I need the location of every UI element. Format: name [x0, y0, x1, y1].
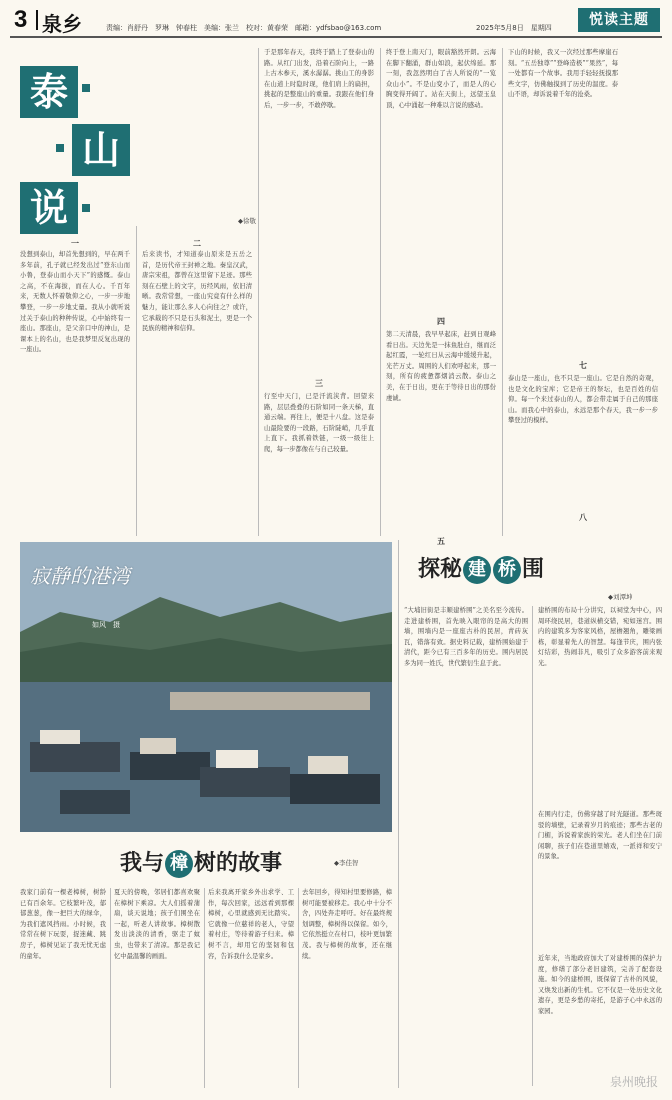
article-paragraph: “大埔旧街是丰顺建桥围”之美名至今流传。走进建桥围，首先映入眼帘的是高大的围墙，围墙内是一座座古朴的民居，青砖灰瓦，错落有致。据史料记载，建桥围始建于清代，距今已有三百多年的历史。围内居民多为同一姓氏，世代繁衍生息于此。: [404, 607, 528, 667]
title-char: 泰: [20, 66, 78, 118]
column-rule: [204, 888, 205, 1088]
newspaper-watermark: 泉州晚报: [609, 1075, 658, 1089]
column-rule: [398, 540, 399, 1088]
title-circled-char: 樟: [165, 850, 193, 878]
photo-title: 寂静的港湾: [30, 564, 130, 588]
section-label: 二: [193, 238, 201, 248]
article-paragraph: 后来我离开家乡外出求学、工作，每次回家，远远看到那棵樟树，心里就感到无比踏实。它就像一位慈祥的老人，守望着村庄，等待着游子归来。樟树不言，却用它的坚韧和包容，告诉我什么是家乡。: [208, 889, 294, 960]
title-ornament: [82, 204, 90, 212]
title-char: 山: [72, 124, 130, 176]
article-paragraph: 在围内行走，仿佛穿越了时光隧道。那些斑驳的墙壁，记录着岁月的痕迹；那些古老的门楣，诉说着家族的荣光。老人们坐在门前闲聊，孩子们在巷道里嬉戏，一派祥和安宁的景象。: [538, 811, 662, 861]
title-text: 树的故事: [194, 851, 283, 876]
article-paragraph: 终于登上南天门，眼前豁然开朗。云海在脚下翻涌，群山如浪，起伏绵延。那一刻，我忽然明白了古人所说的“一览众山小”。不是山变小了，而是人的心胸变得开阔了。站在天街上，远望玉皇顶，心中涌起一种难以言说的感动。: [386, 49, 496, 109]
article-paragraph: 后来读书，才知道泰山原来是五岳之首，是历代帝王封禅之地。秦皇汉武，唐宗宋祖，都曾在这里留下足迹。那些刻在石壁上的文字，历经风雨，依旧清晰。我常常想，一座山究竟有什么样的魅力，能让那么多人心向往之？或许，它承载的不只是石头和泥土，更是一个民族的精神和信仰。: [142, 251, 252, 333]
section-label: 三: [315, 378, 323, 388]
article-byline: ◆徐敬: [238, 217, 256, 225]
section-label: 四: [437, 316, 445, 326]
column-rule: [110, 888, 111, 1088]
article-paragraph: 建桥围的布局十分讲究，以祠堂为中心，四周环绕民居，巷道纵横交错，宛如迷宫。围内的建筑多为客家风格，屋檐翘角，雕梁画栋，彰显着先人的智慧。每逢节庆，围内张灯结彩，热闹非凡，吸引了众多游客前来观光。: [538, 607, 662, 667]
title-text: 围: [522, 557, 545, 582]
article-paragraph: 于是那年春天，我终于踏上了登泰山的路。从红门出发，沿着石阶向上，一路上古木参天，溪水潺潺。挑山工的身影在山道上时隐时现，他们肩上的扁担，挑起的是整座山的重量。我跟在他们身后，一步一步，不敢停歇。: [264, 49, 374, 109]
title-char: 说: [20, 182, 78, 234]
publish-date: 2025年5月8日 星期四: [476, 24, 552, 32]
section-label: 八: [579, 512, 587, 522]
editor-credits: 责编：肖舒丹 罗琳 钟春柱 美编：张兰 校对：黄春荣 邮箱：ydfsbao@163.com: [106, 24, 382, 32]
article-paragraph: 我家门前有一棵老樟树，树龄已有百余年。它枝繁叶茂，郁郁葱葱，像一把巨大的绿伞，为我们遮风挡雨。小时候，我常常在树下玩耍，捉迷藏、跳房子，樟树见证了我无忧无虑的童年。: [20, 889, 106, 960]
article-paragraph: 泰山是一座山，也不只是一座山。它是自然的奇观，也是文化的宝库；它是帝王的祭坛，也是百姓的信仰。每一个来过泰山的人，都会带走属于自己的那座山。而我心中的泰山，永远是那个春天，我一步一步攀登过的模样。: [508, 375, 658, 425]
article-paragraph: 夏天的傍晚，邻居们都喜欢聚在樟树下乘凉。大人们摇着蒲扇，谈天说地；孩子们围坐在一起，听老人讲故事。樟树散发出淡淡的清香，驱走了蚊虫，也带来了清凉。那是我记忆中最温馨的画面。: [114, 889, 200, 960]
column-rule: [380, 48, 381, 536]
column-rule: [298, 888, 299, 1088]
title-circled-char: 桥: [493, 556, 521, 584]
article-paragraph: 近年来，当地政府加大了对建桥围的保护力度，修缮了部分老旧建筑，完善了配套设施。如今的建桥围，既保留了古朴的风貌，又焕发出新的生机。它不仅是一处历史文化遗存，更是乡愁的寄托，是游子心中永远的家园。: [538, 955, 662, 1015]
rubric-badge: 悦读主题: [578, 8, 660, 32]
article-paragraph: 去年回乡，得知村里要修路，樟树可能要被移走。我心中十分不舍，四处奔走呼吁。好在最终规划调整，樟树得以保留。如今，它依然挺立在村口，枝叶更加繁茂。我与樟树的故事，还在继续。: [302, 889, 392, 960]
header-rule: [10, 36, 662, 38]
section-label: 五: [437, 536, 445, 546]
article-paragraph: 没想到泰山，却首先想到的，早在两千多年前，孔子就已经发出过“登东山而小鲁，登泰山而小天下”的感慨。泰山之高，不在海拔，而在人心。千百年来，无数人怀着敬仰之心，一步一步地攀登，一步一步地丈量。我从小就听说过关于泰山的种种传说，心中始终有一座山。那座山，是父亲口中的神山，是课本上的名山，也是我梦里反复出现的一座山。: [20, 251, 130, 354]
article-paragraph: 第二天清晨，我早早起床，赶到日观峰看日出。天边先是一抹鱼肚白，继而泛起红霞，一轮红日从云海中缓缓升起，光芒万丈。周围的人们欢呼起来，那一刻，所有的疲惫都烟消云散。泰山之美，在于日出，更在于等待日出的那份虔诚。: [386, 331, 496, 402]
page-number: 3: [14, 6, 28, 33]
column-rule: [502, 48, 503, 536]
column-rule: [258, 48, 259, 536]
section-label: 七: [579, 360, 587, 370]
section-label: 一: [71, 238, 79, 248]
article-paragraph: 下山的时候，我又一次经过那些摩崖石刻。“五岳独尊”“登峰造极”“果然”，每一处都有一个故事。我用手轻轻抚摸那些文字，仿佛触摸到了历史的温度。泰山不语，却诉说着千年的沧桑。: [508, 49, 618, 99]
title-circled-char: 建: [463, 556, 491, 584]
article-byline: ◆李佳智: [334, 859, 359, 867]
photo-credit: 如风 摄: [92, 621, 120, 629]
title-text: 探秘: [418, 557, 463, 582]
header-separator: [36, 10, 38, 30]
column-rule: [136, 226, 137, 536]
title-ornament: [56, 144, 64, 152]
article-title-taishan: [20, 64, 132, 242]
page-name: 泉乡: [42, 12, 82, 36]
article-title-camphor: [120, 846, 282, 878]
article-paragraph: 行至中天门，已是汗流浃背。回望来路，层层叠叠的石阶如同一条天梯，直通云端。再往上，便是十八盘。这是泰山最险要的一段路，石阶陡峭，几乎直上直下。我抓着铁链，一级一级往上爬，每一步都像在与自己较量。: [264, 393, 374, 453]
article-title-jianqiaowei: [418, 552, 544, 584]
title-ornament: [82, 84, 90, 92]
title-text: 我与: [120, 851, 165, 876]
column-rule: [532, 606, 533, 1086]
article-byline: ◆刘潭坤: [608, 593, 633, 601]
page-header: [0, 0, 672, 40]
